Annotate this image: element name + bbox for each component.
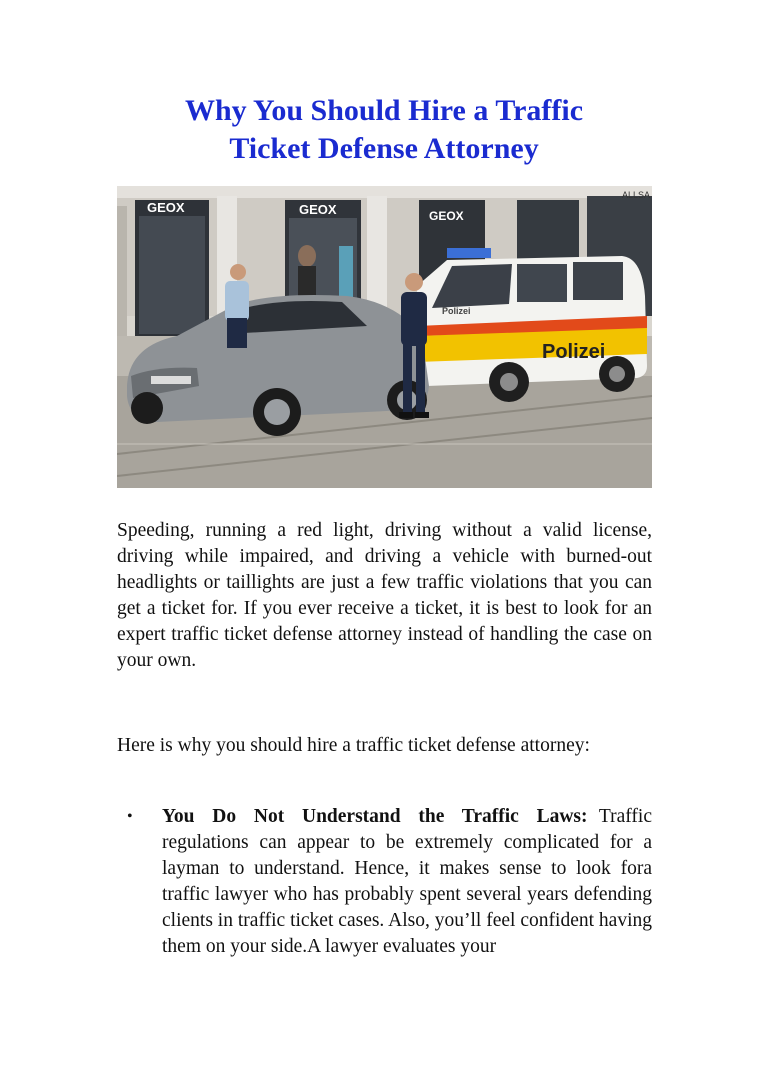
title-line-2: Ticket Defense Attorney: [229, 132, 539, 165]
reasons-list: [117, 804, 652, 960]
lead-in-paragraph: Here is why you should hire a traffic ticket defense attorney:: [117, 735, 590, 756]
list-item: [117, 804, 652, 960]
storefront-sign-2: GEOX: [299, 202, 337, 217]
bullet-text: Traffic regulations can appear to be extremely complicated for a layman to understand. Hence, it makes sense to look fora traffic lawyer who has probably spent several years defending clients in traffic ticket cases. Also, you’ll feel confident having them on your side.A lawyer evaluates your: [162, 806, 653, 957]
storefront-sign-1: GEOX: [147, 200, 185, 215]
van-polizei-text-small: Polizei: [442, 306, 471, 316]
storefront-sign-3: GEOX: [429, 209, 464, 223]
police-van: [417, 248, 647, 402]
corner-sign: ALLSA: [622, 190, 651, 200]
title-line-1: Why You Should Hire a Traffic: [184, 94, 584, 127]
bullet-marker: •: [127, 808, 133, 825]
page-title: [0, 92, 768, 168]
van-polizei-text: Polizei: [542, 341, 606, 363]
police-traffic-stop-photo: [117, 186, 652, 488]
bullet-heading: You Do Not Understand the Traffic Laws:: [162, 806, 588, 827]
intro-paragraph: Speeding, running a red light, driving without a valid license, driving while impaired, and driving a vehicle with burned-out headlights or taillights are just a few traffic violations that you can get a ticket for. If you ever receive a ticket, it is best to look for an expert traffic ticket defense attorney instead of handling the case on your own.: [117, 520, 652, 671]
